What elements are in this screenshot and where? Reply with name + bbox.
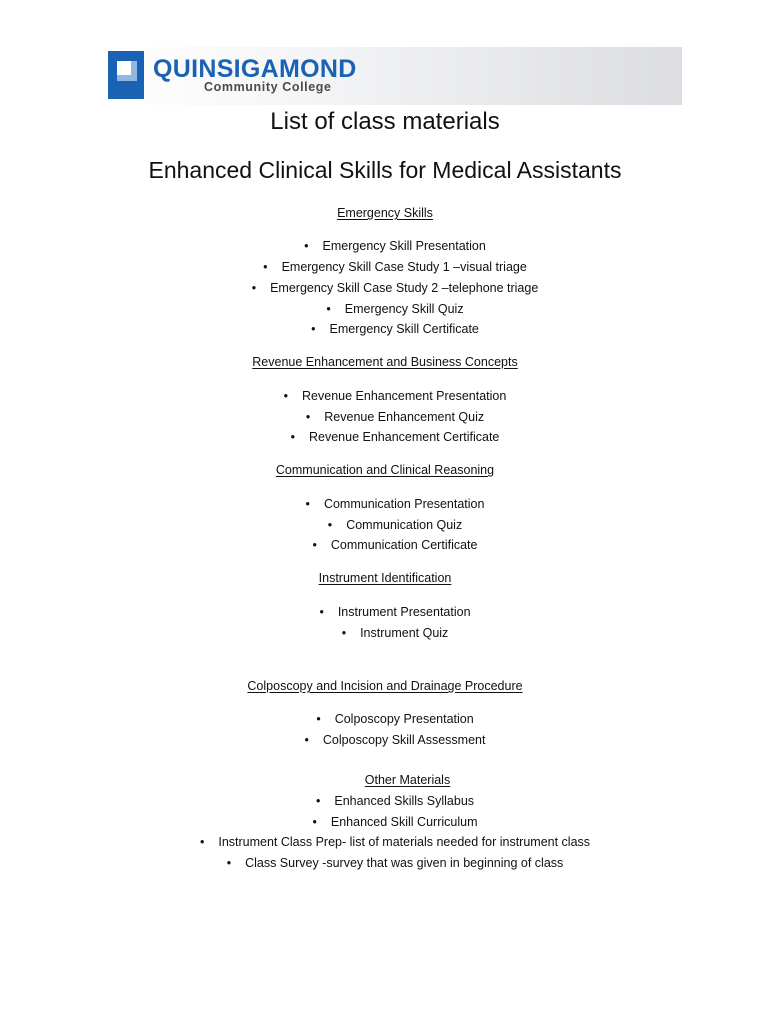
list-item: • Communication Certificate	[312, 538, 478, 552]
bullet-icon: •	[305, 497, 310, 511]
list-item: • Enhanced Skill Curriculum	[312, 815, 478, 829]
bullet-icon: •	[199, 835, 205, 849]
list-item: • Communication Presentation	[305, 497, 485, 511]
bullet-icon: •	[326, 302, 331, 316]
bullet-icon: •	[327, 518, 333, 532]
list-item: • Emergency Skill Quiz	[326, 302, 464, 316]
list-item: • Enhanced Skills Syllabus	[315, 794, 475, 808]
bullet-icon: •	[251, 281, 257, 295]
section-heading-colposcopy: Colposcopy and Incision and Drainage Procedure	[247, 679, 523, 693]
header-banner	[105, 47, 682, 105]
page-title: List of class materials	[270, 108, 500, 135]
bullet-icon: •	[226, 856, 232, 870]
bullet-icon: •	[263, 260, 268, 274]
logo-name: QUINSIGAMOND	[153, 55, 357, 83]
bullet-icon: •	[311, 322, 316, 336]
section-heading-other-materials: Other Materials	[364, 773, 451, 787]
bullet-icon: •	[290, 430, 295, 444]
bullet-icon: •	[316, 712, 321, 726]
course-title: Enhanced Clinical Skills for Medical Assistants	[148, 157, 622, 183]
section-heading-emergency-skills: Emergency Skills	[337, 206, 433, 220]
list-item: • Class Survey -survey that was given in beginning of class	[226, 856, 564, 870]
list-item: • Revenue Enhancement Certificate	[290, 430, 500, 444]
section-heading-instrument-identification: Instrument Identification	[318, 571, 452, 585]
bullet-icon: •	[341, 626, 347, 640]
bullet-icon: •	[315, 794, 321, 808]
list-item: • Instrument Quiz	[341, 626, 449, 640]
logo-subtitle: Community College	[204, 80, 332, 94]
section-heading-communication: Communication and Clinical Reasoning	[275, 463, 495, 477]
bullet-icon: •	[305, 410, 311, 424]
bullet-icon: •	[304, 733, 309, 747]
bullet-icon: •	[312, 538, 317, 552]
list-item: • Emergency Skill Presentation	[304, 239, 486, 253]
list-item: • Emergency Skill Certificate	[311, 322, 479, 336]
bullet-icon: •	[319, 605, 324, 619]
bullet-icon: •	[312, 815, 317, 829]
list-item: • Instrument Presentation	[319, 605, 471, 619]
list-item: • Revenue Enhancement Quiz	[305, 410, 485, 424]
list-item: • Revenue Enhancement Presentation	[283, 389, 507, 403]
bullet-icon: •	[283, 389, 289, 403]
list-item: • Emergency Skill Case Study 2 –telephone triage	[251, 281, 539, 295]
list-item: • Colposcopy Skill Assessment	[304, 733, 486, 747]
bullet-icon: •	[304, 239, 309, 253]
section-heading-revenue: Revenue Enhancement and Business Concepts	[252, 355, 518, 369]
list-item: • Emergency Skill Case Study 1 –visual triage	[263, 260, 527, 274]
list-item: • Colposcopy Presentation	[316, 712, 474, 726]
list-item: • Instrument Class Prep- list of materials needed for instrument class	[199, 835, 591, 849]
list-item: • Communication Quiz	[327, 518, 463, 532]
